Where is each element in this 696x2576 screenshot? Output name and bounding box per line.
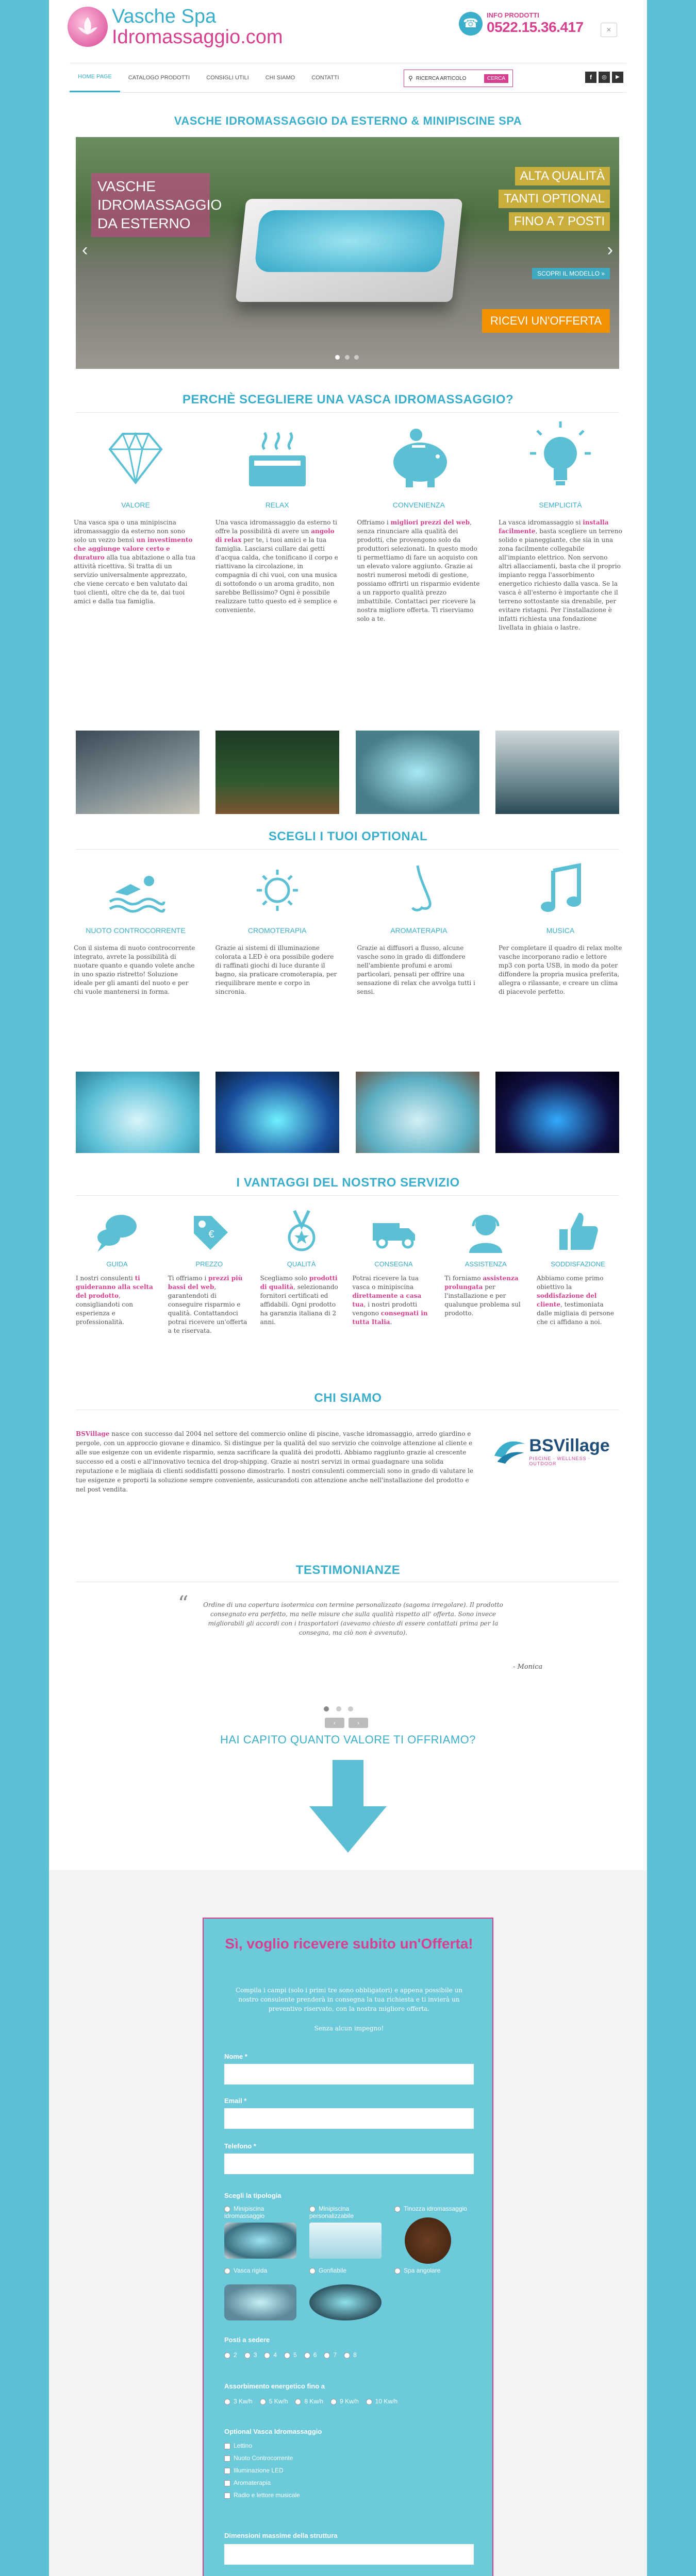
optional-checkbox[interactable]	[224, 2443, 230, 2449]
wave-logo-icon	[492, 1435, 527, 1466]
logo-line1: Vasche Spa	[112, 6, 217, 27]
about-text: BSVillage nasce con successo dal 2004 nel settore del commercio online di piscine, vasche idromassaggio, arredo giardino e pergole, con un approccio giovane e dinamico. Si distingue per la qualità del suo servizio che coinvolge attenzione al cliente e alle sue esigenze con un evidente risparmio, senza sacrificare la qualità dei prodotti. Abbiamo raggiunto grazie al crescente successo ed a costi e all'innovativo tecnica del drop-shipping. Grazie ai nostri servizi in ormai guadagnare una solida reputazione e le migliaia di clienti soddisfatti possono dimostrarlo. I nostri consulenti commerciali sono in grado di valutare le tue esigenze e proporti la soluzione sempre conveniente, assicurandoti con attenzione anche nell'installazione del prodotto e nel post vendita.	[76, 1430, 474, 1493]
lightbulb-icon	[522, 418, 599, 496]
optional-option[interactable]: Radio e lettore musicale	[224, 2492, 300, 2499]
hero-small-tag[interactable]: SCOPRI IL MODELLO »	[532, 268, 610, 279]
lotus-logo-icon	[68, 7, 108, 47]
bsvillage-logo	[492, 1430, 616, 1471]
facebook-icon[interactable]: f	[585, 72, 596, 83]
slider-dot[interactable]	[345, 355, 350, 360]
why-photos	[76, 731, 619, 814]
diamond-icon	[97, 418, 174, 496]
service-title-prezzo: PREZZO	[195, 1260, 223, 1268]
type-option-6[interactable]: Spa angolare	[394, 2267, 472, 2274]
name-field[interactable]	[224, 2064, 474, 2084]
logo-line2: Idromassaggio.com	[112, 26, 283, 48]
type-option-5[interactable]: Gonfiabile	[309, 2267, 387, 2274]
hero-badge-3: FINO A 7 POSTI	[509, 212, 610, 231]
testimonial-dot[interactable]	[324, 1706, 329, 1711]
type-image-2	[309, 2223, 382, 2259]
form-intro: Compila i campi (solo i primi tre sono obbligatori) e appena possibile un nostro consulente prenderà in consegna la tua richiesta e ti invierà un preventivo riservato, con la nostra migliore offerta.	[235, 1987, 463, 2012]
bsvillage-logo-text: BSVillage	[529, 1435, 610, 1455]
type-radio[interactable]	[309, 2268, 316, 2274]
phone-label-form: Telefono *	[224, 2142, 256, 2150]
service-col-qualita	[260, 1206, 343, 1335]
chat-bubble-icon	[91, 1206, 143, 1257]
optional-columns	[74, 859, 622, 996]
cta-title: HAI CAPITO QUANTO VALORE TI OFFRIAMO?	[220, 1733, 476, 1746]
service-text-prezzo: Ti offriamo i prezzi più bassi del web, garantendoti di conseguire risparmio e qualità. Contattandoci potrai ricevere un'offerta a te riservata.	[168, 1275, 247, 1334]
type-radio[interactable]	[394, 2268, 401, 2274]
hero-cta-button[interactable]: RICEVI UN'OFFERTA	[482, 309, 610, 333]
optional-title-musica: MUSICA	[546, 926, 575, 935]
power-radio[interactable]	[260, 2399, 266, 2405]
seats-options	[224, 2351, 357, 2363]
optional-text-cromo: Grazie ai sistemi di illuminazione colorata a LED è ora possibile godere di raffinati giochi di luce durante il bagno, sia praticare cromoterapia, per riequilibrare mente e corpo in sincronia.	[215, 944, 337, 995]
power-options	[224, 2398, 397, 2409]
bsvillage-logo-sub: PISCINE · WELLNESS · OUTDOOR	[529, 1455, 590, 1466]
optional-checkboxes	[224, 2442, 300, 2504]
power-radio[interactable]	[330, 2399, 337, 2405]
optional-checkbox[interactable]	[224, 2493, 230, 2499]
hero-badge-1: ALTA QUALITÀ	[515, 167, 610, 185]
service-col-soddisfazione	[537, 1206, 619, 1335]
type-image-3	[405, 2217, 451, 2264]
seat-option[interactable]: 5	[284, 2351, 297, 2359]
optional-title-nuoto: NUOTO CONTROCORRENTE	[86, 926, 186, 935]
why-col-valore	[74, 418, 197, 632]
email-label: Email *	[224, 2097, 247, 2105]
type-radio[interactable]	[224, 2206, 230, 2212]
type-option-4[interactable]: Vasca rigida	[224, 2267, 302, 2274]
service-text-soddisfazione: Abbiamo come primo obiettivo la soddisfazione del cliente, testimoniata dalle migliaia di persone che ci affidano a noi.	[536, 1275, 615, 1326]
phone-field[interactable]	[224, 2154, 474, 2174]
power-option[interactable]: 10 Kw/h	[366, 2398, 397, 2405]
service-col-consegna	[352, 1206, 435, 1335]
testimonials-title: TESTIMONIANZE	[295, 1563, 401, 1577]
thumbs-up-icon	[552, 1206, 604, 1257]
piggy-bank-icon	[380, 418, 457, 496]
hamburger-menu-icon[interactable]: ✕	[601, 23, 617, 37]
optional-label-form: Optional Vasca Idromassaggio	[224, 2428, 322, 2435]
sun-icon	[246, 859, 308, 921]
hero-badge-2: TANTI OPTIONAL	[499, 190, 610, 208]
down-arrow-icon	[309, 1760, 387, 1853]
page	[49, 0, 647, 2576]
optional-col-aroma	[357, 859, 480, 996]
why-text-convenienza: Offriamo i migliori prezzi del web, senza rinunciare alla qualità dei prodotti, che provengono solo da produttori selezionati. In questo modo ti permettiamo di fare un acquisto con un elevato valore aggiunto. Grazie ai nostri numerosi metodi di gestione, possiamo offrirti un risparmio evidente a un rapporto qualità prezzo imbattibile. Contattaci per ricevere la nostra migliore offerta. Ti riserviamo solo a te.	[357, 519, 480, 622]
seat-option[interactable]: 2	[224, 2351, 237, 2359]
power-radio[interactable]	[295, 2399, 301, 2405]
optional-option[interactable]: Aromaterapia	[224, 2479, 300, 2486]
seat-radio[interactable]	[244, 2352, 251, 2359]
optional-text-aroma: Grazie ai diffusori a flusso, alcune vasche sono in grado di diffondere nell'ambiente profumi e aromi particolari, pensati per offrire una sensazione di relax che avvolga tutti i sensi.	[357, 944, 475, 995]
why-title: PERCHÈ SCEGLIERE UNA VASCA IDROMASSAGGIO?	[182, 393, 514, 406]
medal-icon	[276, 1206, 327, 1257]
about-brand: BSVillage	[76, 1430, 110, 1437]
optional-option[interactable]: Illuminazione LED	[224, 2467, 300, 2474]
optional-text-nuoto: Con il sistema di nuoto controcorrente integrato, avrete la possibilità di nuotare quanto e quando volete anche in uno spazio ristretto! Soluzione ideale per gli amanti del nuoto e per chi vuole mantenersi in forma.	[74, 944, 195, 995]
service-col-prezzo	[168, 1206, 251, 1335]
slider-dots	[334, 353, 360, 361]
nav-item-chi-siamo[interactable]: CHI SIAMO	[265, 75, 295, 81]
why-title-relax: RELAX	[265, 501, 289, 509]
delivery-truck-icon	[368, 1206, 419, 1257]
quote-mark-icon: “	[178, 1592, 189, 1616]
seat-radio[interactable]	[284, 2352, 290, 2359]
type-image-5	[309, 2284, 382, 2320]
service-col-guida	[76, 1206, 158, 1335]
hero-title: VASCHE IDROMASSAGGIO DA ESTERNO & MINIPISCINE SPA	[174, 114, 522, 127]
why-photo-4	[495, 731, 619, 814]
type-option-2[interactable]: Minipiscina personalizzabile	[309, 2205, 354, 2219]
testimonial-quote: Ordine di una copertura isotermica con termine personalizzato (sagoma irregolare). Il prodotto consegnato era perfetto, ma nelle misure che sulla qualità rispetto all' offerta. Sono invece migliorabili gli accordi con i trasportatori (avevamo chiesto di essere contattati prima per la consegna, ma ciò non è avvenuto).	[203, 1601, 503, 1636]
hot-tub-icon	[239, 418, 316, 496]
hero-slide-caption: VASCHE IDROMASSAGGIO DA ESTERNO	[91, 173, 210, 237]
testimonial-next-icon[interactable]: ›	[349, 1718, 368, 1728]
search-button[interactable]: CERCA	[484, 74, 508, 83]
why-title-valore: VALORE	[121, 501, 150, 509]
slider-prev-arrow-icon[interactable]: ‹	[82, 240, 88, 260]
testimonial-dots	[321, 1705, 356, 1713]
email-field[interactable]	[224, 2108, 474, 2129]
slider-next-arrow-icon[interactable]: ›	[607, 240, 613, 260]
service-title-consegna: CONSEGNA	[374, 1260, 413, 1268]
power-option[interactable]: 8 Kw/h	[295, 2398, 323, 2405]
why-photo-3	[356, 731, 479, 814]
power-radio[interactable]	[366, 2399, 372, 2405]
testimonial-dot[interactable]	[336, 1706, 341, 1711]
type-radio[interactable]	[309, 2206, 316, 2212]
nav-item-home[interactable]: HOME PAGE	[70, 63, 120, 92]
service-title-assistenza: ASSISTENZA	[465, 1260, 507, 1268]
power-radio[interactable]	[224, 2399, 230, 2405]
service-title-qualita: QUALITÀ	[287, 1260, 316, 1268]
power-option[interactable]: 3 Kw/h	[224, 2398, 253, 2405]
optional-photos	[76, 1072, 619, 1153]
phone-label: INFO PRODOTTI	[487, 11, 539, 19]
optional-title-aroma: AROMATERAPIA	[390, 926, 448, 935]
nav-item-contatti[interactable]: CONTATTI	[311, 75, 339, 81]
seat-radio[interactable]	[224, 2352, 230, 2359]
power-label: Assorbimento energetico fino a	[224, 2382, 325, 2390]
service-title-soddisfazione: SODDISFAZIONE	[551, 1260, 605, 1268]
optional-photo-1	[76, 1072, 200, 1153]
seats-label: Posti a sedere	[224, 2336, 270, 2344]
optional-photo-2	[216, 1072, 339, 1153]
why-text-valore: Una vasca spa o una minipiscina idromassaggio da esterno non sono solo un vezzo bensì un investimento che aggiunge valore certo e duraturo alla tua abitazione o alla tua attività ricettiva. Si tratta di un servizio universalmente apprezzato, che viene cercato e ben valutato dai tuoi clienti, oltre che da te, dai tuoi amici e dalla tua famiglia.	[74, 519, 196, 605]
name-label: Nome *	[224, 2053, 247, 2060]
seat-radio[interactable]	[324, 2352, 330, 2359]
optional-text-musica: Per completare il quadro di relax molte vasche incorporano radio e lettore mp3 con porta USB, in modo da poter diffondere la propria musica preferita, allegra o rilassante, e creare un clima di piacevole perfetto.	[498, 944, 622, 995]
optional-photo-3	[356, 1072, 479, 1153]
instagram-icon[interactable]: ◎	[599, 72, 610, 83]
why-text-relax: Una vasca idromassaggio da esterno ti offre la possibilità di avere un angolo di relax per te, i tuoi amici e la tua famiglia. Lasciarsi cullare dai getti d'acqua calda, che tonificano il corpo e riattivano la circolazione, in compagnia di chi vuoi, con una musica di sottofondo o un aroma gradito, non sarebbe Bellissimo? Ogni è possibile realizzare tutto questo ed è semplice e conveniente.	[215, 519, 338, 614]
seat-option[interactable]: 6	[304, 2351, 317, 2359]
site-logo[interactable]	[68, 6, 283, 47]
form-intro-2: Senza alcun impegno!	[314, 2025, 384, 2032]
type-radio[interactable]	[394, 2206, 401, 2212]
search-box	[404, 70, 513, 87]
testimonial-author: - Monica	[513, 1663, 543, 1671]
dim-label: Dimensioni massime della struttura	[224, 2532, 338, 2539]
offer-form	[203, 1918, 493, 2576]
why-col-semplicita	[499, 418, 622, 632]
svg-text:€: €	[208, 1229, 214, 1240]
optional-photo-4	[495, 1072, 619, 1153]
service-text-guida: I nostri consulenti ti guideranno alla scelta del prodotto, consigliandoti con esperienza e professionalità.	[76, 1275, 153, 1326]
form-title: Sì, voglio ricevere subito un'Offerta!	[225, 1936, 473, 1952]
phone-number: 0522.15.36.417	[487, 19, 584, 35]
optional-col-nuoto	[74, 859, 197, 996]
phone-icon: ☎	[459, 12, 483, 36]
optional-checkbox[interactable]	[224, 2480, 230, 2486]
testimonial-nav	[325, 1718, 368, 1728]
why-col-relax	[216, 418, 339, 632]
optional-col-musica	[499, 859, 622, 996]
service-title-guida: GUIDA	[106, 1260, 128, 1268]
why-photo-2	[216, 731, 339, 814]
seat-option[interactable]: 8	[344, 2351, 357, 2359]
why-text-semplicita: La vasca idromassaggio si installa facilmente, basta scegliere un terreno solido e pianeggiante, che sia in una zona facilmente collegabile all'impianto elettrico. Non servono altri allacciamenti, basta che il proprio impianto regga l'assorbimento energetico richiesto dalla vasca. Se la vasca è all'esterno è importante che il terreno sottostante sia drenabile, per evitare ristagni. Per l'installazione è infatti richiesta una fondazione livellata in ghiaia o lastre.	[498, 519, 622, 631]
optional-option[interactable]: Lettino	[224, 2442, 300, 2449]
youtube-icon[interactable]: ▶	[612, 72, 623, 83]
why-title-convenienza: CONVENIENZA	[392, 501, 445, 509]
price-tag-icon	[184, 1206, 235, 1257]
seat-radio[interactable]	[304, 2352, 310, 2359]
service-col-assistenza	[444, 1206, 527, 1335]
service-text-assistenza: Ti forniamo assistenza prolungata per l'installazione e per qualunque problema sul prodotto.	[444, 1275, 521, 1317]
type-image-1	[224, 2223, 296, 2259]
type-option-1[interactable]: Minipiscina idromassaggio	[224, 2205, 265, 2219]
slider-dot[interactable]	[335, 355, 340, 360]
hero-slider	[76, 137, 619, 369]
swimmer-icon	[105, 859, 167, 921]
why-photo-1	[76, 731, 200, 814]
dim-field[interactable]	[224, 2544, 474, 2565]
about-title: CHI SIAMO	[314, 1391, 382, 1405]
service-text-qualita: Scegliamo solo prodotti di qualità, selezionando fornitori certificati ed affidabili. Ogni prodotto ha garanzia italiana di 2 anni.	[260, 1275, 338, 1326]
optional-option[interactable]: Nuoto Controcorrente	[224, 2454, 300, 2462]
type-radio[interactable]	[224, 2268, 230, 2274]
nav-item-catalogo[interactable]: CATALOGO PRODOTTI	[128, 75, 190, 81]
hero-hot-tub-image	[235, 199, 462, 302]
optional-title: SCEGLI I TUOI OPTIONAL	[268, 829, 428, 843]
nose-icon	[388, 859, 450, 921]
why-col-convenienza	[357, 418, 480, 632]
optional-checkbox[interactable]	[224, 2455, 230, 2462]
type-image-4	[224, 2284, 296, 2320]
main-nav	[70, 63, 626, 93]
seat-option[interactable]: 7	[324, 2351, 337, 2359]
power-option[interactable]: 5 Kw/h	[260, 2398, 288, 2405]
service-title: I VANTAGGI DEL NOSTRO SERVIZIO	[236, 1176, 460, 1190]
testimonial-prev-icon[interactable]: ‹	[325, 1718, 344, 1728]
power-option[interactable]: 9 Kw/h	[330, 2398, 359, 2405]
support-agent-icon	[460, 1206, 511, 1257]
header	[49, 0, 647, 62]
type-label: Scegli la tipologia	[224, 2192, 281, 2199]
search-input[interactable]: RICERCA ARTICOLO	[416, 75, 467, 81]
seat-option[interactable]: 3	[244, 2351, 257, 2359]
why-columns	[74, 418, 622, 632]
seat-radio[interactable]	[344, 2352, 350, 2359]
slider-dot[interactable]	[354, 355, 359, 360]
service-text-consegna: Potrai ricevere la tua vasca o minipiscina direttamente a casa tua, i nostri prodotti vengono consegnati in tutta Italia.	[352, 1275, 428, 1326]
optional-checkbox[interactable]	[224, 2468, 230, 2474]
optional-col-cromo	[216, 859, 339, 996]
search-icon: ⚲	[408, 75, 413, 82]
testimonial-dot[interactable]	[348, 1706, 353, 1711]
optional-title-cromo: CROMOTERAPIA	[247, 926, 307, 935]
phone-block[interactable]	[459, 11, 584, 36]
nav-item-consigli[interactable]: CONSIGLI UTILI	[206, 75, 249, 81]
seat-option[interactable]: 4	[264, 2351, 277, 2359]
service-columns	[76, 1206, 619, 1335]
type-option-3[interactable]: Tinozza idromassaggio	[394, 2205, 472, 2212]
music-note-icon	[529, 859, 591, 921]
seat-radio[interactable]	[264, 2352, 270, 2359]
why-title-semplicita: SEMPLICITÀ	[539, 501, 582, 509]
